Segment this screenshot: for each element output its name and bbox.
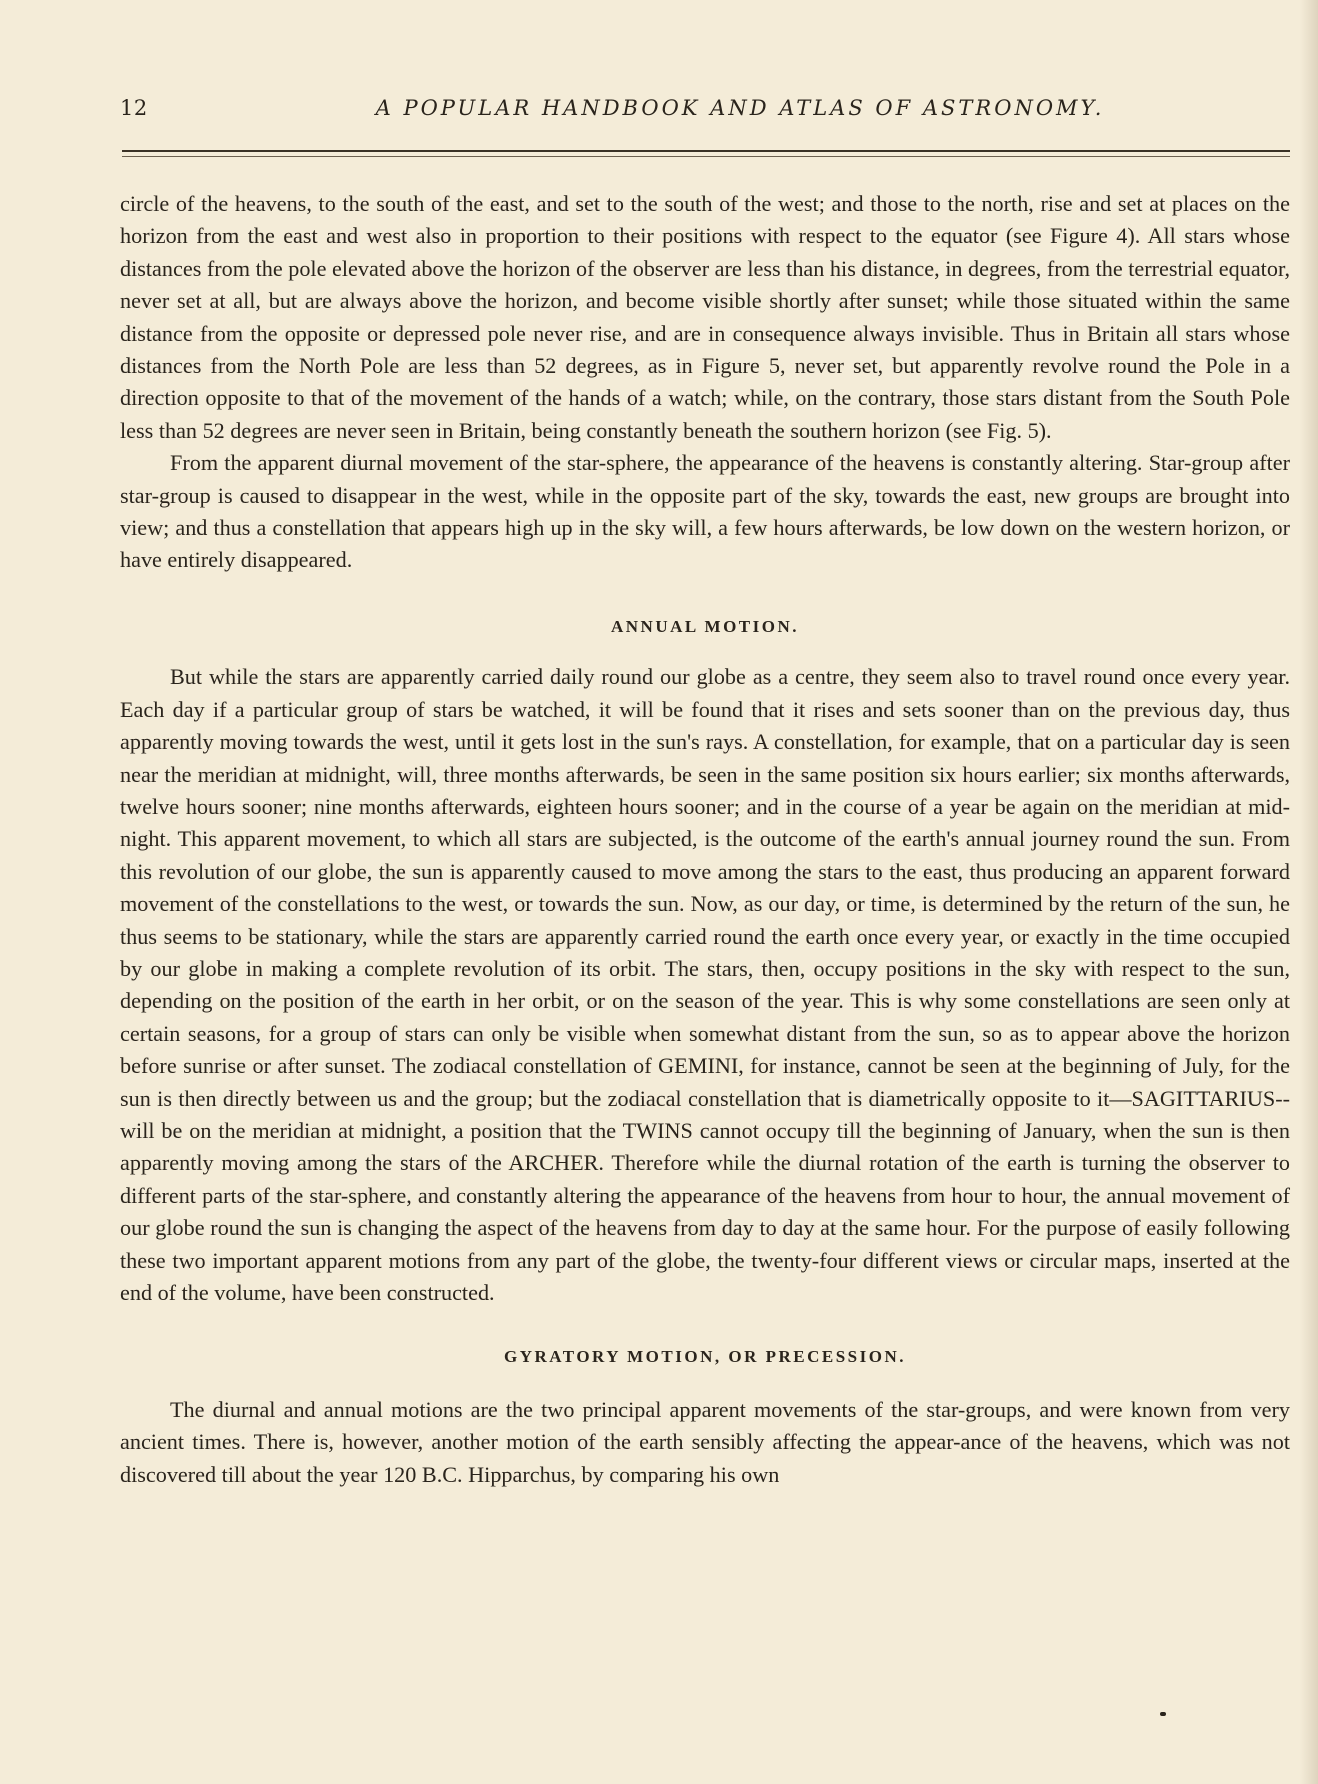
paragraph-2: From the apparent diurnal movement of the star-sphere, the appearance of the heavens is constantly altering. Star-group after star-group is caused to disappear in the west, while in the opposite part of the sky, towards the east, new groups are brought into view; and thus a constellation that appears high up in the sky will, a few hours afterwards, be low down on the western horizon, or have entirely disappeared. [120,450,1290,573]
body-text [120,188,1290,1491]
running-title: A POPULAR HANDBOOK AND ATLAS OF ASTRONOMY. [375,96,1105,120]
header-rule-thin [122,156,1290,157]
page-header [120,96,1290,126]
ink-speck [1160,1712,1166,1716]
section-heading-gyratory-motion: GYRATORY MOTION, OR PRECESSION. [504,1347,906,1367]
paragraph-4: The diurnal and annual motions are the two principal apparent movements of the star-groups, and were known from very ancient times. There is, however, another motion of the earth sensibly affecting the appear-ance of the heavens, which was not discovered till about the year 120 B.C. Hipparchus, by comparing his own [120,1396,1290,1487]
paragraph-1: circle of the heavens, to the south of the east, and set to the south of the west; and those to the north, rise and set at places on the horizon from the east and west also in proportion to their positions with respect to the equator (see Figure 4). All stars whose distances from the pole elevated above the horizon of the observer are less than his distance, in degrees, from the terrestrial equator, never set at all, but are always above the horizon, and become visible shortly after sunset; while those situated within the same distance from the opposite or depressed pole never rise, and are in consequence always invisible. Thus in Britain all stars whose distances from the North Pole are less than 52 degrees, as in Figure 5, never set, but apparently revolve round the Pole in a direction opposite to that of the movement of the hands of a watch; while, on the contrary, those stars distant from the South Pole less than 52 degrees are never seen in Britain, being constantly beneath the southern horizon (see Fig. 5). [120,191,1290,443]
page-edge-shadow [1300,0,1318,1784]
page-number: 12 [120,96,148,120]
paragraph-3: But while the stars are apparently carried daily round our globe as a centre, they seem also to travel round once every year. Each day if a particular group of stars be watched, it will be found that it rises and sets sooner than on the previous day, thus apparently moving towards the west, until it gets lost in the sun's rays. A constellation, for example, that on a particular day is seen near the meridian at midnight, will, three months afterwards, be seen in the same position six hours earlier; six months afterwards, twelve hours sooner; nine months afterwards, eighteen hours sooner; and in the course of a year be again on the meridian at mid-night. This apparent movement, to which all stars are subjected, is the outcome of the earth's annual journey round the sun. From this revolution of our globe, the sun is apparently caused to move among the stars to the east, thus producing an apparent forward movement of the constellations to the west, or towards the sun. Now, as our day, or time, is determined by the return of the sun, he thus seems to be stationary, while the stars are apparently carried round the earth once every year, or exactly in the time occupied by our globe in making a complete revolution of its orbit. The stars, then, occupy positions in the sky with respect to the sun, depending on the position of the earth in her orbit, or on the season of the year. This is why some constellations are seen only at certain seasons, for a group of stars can only be visible when somewhat distant from the sun, so as to appear above the horizon before sunrise or after sunset. The zodiacal constellation of GEMINI, for instance, cannot be seen at the beginning of July, for the sun is then directly between us and the group; but the zodiacal constellation that is diametrically opposite to it—SAGITTARIUS--will be on the meridian at midnight, a position that the TWINS cannot occupy till the beginning of January, when the sun is then apparently moving among the stars of the ARCHER. Therefore while the diurnal rotation of the earth is turning the observer to different parts of the star-sphere, and constantly altering the appearance of the heavens from hour to hour, the annual movement of our globe round the sun is changing the aspect of the heavens from day to day at the same hour. For the purpose of easily following these two important apparent motions from any part of the globe, the twenty-four different views or circular maps, inserted at the end of the volume, have been constructed. [120,664,1290,1305]
header-rule [122,150,1290,152]
section-heading-annual-motion: ANNUAL MOTION. [610,616,799,636]
